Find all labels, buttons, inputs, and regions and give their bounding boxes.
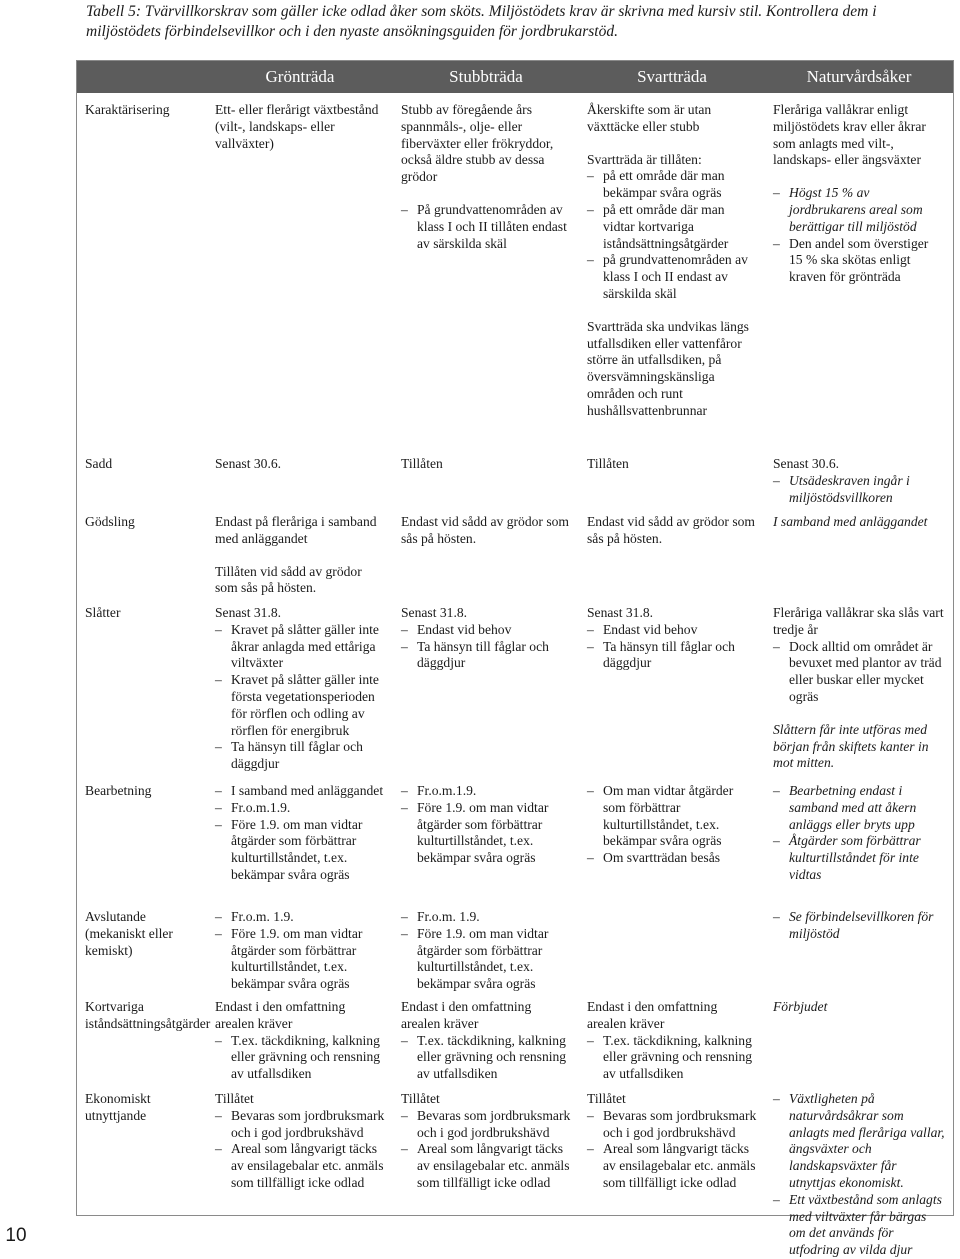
cell-text: Tillåtet — [587, 1091, 626, 1106]
dash-bullet-icon: – — [587, 252, 594, 268]
bullet-item — [587, 202, 757, 252]
table-row — [77, 605, 953, 773]
dash-bullet-icon: – — [773, 833, 780, 849]
dash-bullet-icon: – — [587, 783, 594, 798]
dash-bullet-icon: – — [587, 638, 594, 654]
bullet-item — [215, 817, 385, 884]
bullet-item — [401, 909, 571, 926]
bullet-item — [587, 622, 757, 639]
table-cell — [393, 456, 579, 506]
table-cell — [393, 909, 579, 993]
cell-text: Senast 31.8. — [587, 605, 654, 620]
table-cell — [393, 514, 579, 597]
bullet-text: Ta hänsyn till fåglar och däggdjur — [603, 638, 735, 671]
bullet-text: Endast vid behov — [417, 621, 512, 637]
cell-text: Svartträda är tillåten: — [587, 151, 702, 167]
dash-bullet-icon: – — [215, 816, 222, 832]
bullet-item — [587, 168, 757, 202]
bullet-item — [215, 739, 385, 773]
dash-bullet-icon: – — [401, 1107, 408, 1123]
dash-bullet-icon: – — [401, 925, 408, 941]
bullet-text: Dock alltid om området är bevuxet med plantor av träd eller buskar eller mycket ogräs — [789, 638, 942, 704]
dash-bullet-icon: – — [215, 925, 222, 941]
bullet-text: Fr.o.m. 1.9. — [231, 909, 294, 924]
table-cell — [765, 1091, 953, 1259]
bullet-text: Areal som långvarigt täcks av ensilagebalar etc. anmäls som tillfälligt icke odlad — [417, 1141, 570, 1190]
bullet-text: Före 1.9. om man vidtar åtgärder som förbättrar kulturtillståndet, t.ex. bekämpar svåra ogräs — [231, 925, 363, 992]
table-cell — [207, 909, 393, 993]
cell-text: Fleråriga vallåkrar enligt miljöstödets krav eller åkrar som anlagts med vilt-, landskaps- eller ängsväxter — [773, 102, 926, 168]
bullet-item — [773, 236, 945, 286]
table-cell — [207, 456, 393, 506]
cell-text: Senast 31.8. — [401, 605, 468, 620]
table-cell — [393, 999, 579, 1083]
cell-text: Svartträda ska undvikas längs utfallsdiken eller vattenfåror större än utfallsdiken, på översvämningskänsliga områden och runt hushållsvattenbrunnar — [587, 318, 749, 418]
bullet-text: T.ex. täckdikning, kalkning eller grävning och rensning av utfallsdiken — [231, 1032, 381, 1082]
table-cell — [579, 514, 765, 597]
dash-bullet-icon: – — [401, 621, 408, 637]
row-label: Bearbetning — [85, 783, 152, 798]
dash-bullet-icon: – — [215, 1032, 222, 1048]
bullet-item — [773, 783, 945, 833]
bullet-text: Fr.o.m.1.9. — [417, 783, 477, 798]
header-svarttrada: Svartträda — [637, 67, 707, 86]
dash-bullet-icon: – — [773, 638, 780, 654]
bullet-item — [401, 202, 571, 252]
cell-text: Senast 30.6. — [215, 456, 282, 471]
bullet-item — [401, 800, 571, 867]
table-cell — [207, 783, 393, 884]
bullet-item — [773, 1091, 945, 1192]
bullet-item — [401, 622, 571, 639]
dash-bullet-icon: – — [215, 621, 222, 637]
row-label: Kortvariga iståndsättningsåtgärder — [85, 999, 211, 1031]
table-row — [77, 999, 953, 1083]
bullet-item — [587, 639, 757, 673]
bullet-text: Bevaras som jordbruksmark och i god jordbrukshävd — [603, 1107, 757, 1140]
dash-bullet-icon: – — [773, 1091, 780, 1106]
table-cell — [579, 783, 765, 884]
dash-bullet-icon: – — [215, 1107, 222, 1123]
bullet-item — [401, 639, 571, 673]
table-row — [77, 102, 953, 420]
table-cell — [579, 1091, 765, 1259]
bullet-text: Växtligheten på naturvårdsåkrar som anlagts med fleråriga vallar, ängsväxter och landskapsväxter får utnyttjas ekonomiskt. — [789, 1091, 945, 1190]
row-label: Karaktärisering — [85, 102, 170, 117]
table-cell — [207, 605, 393, 773]
dash-bullet-icon: – — [401, 909, 408, 924]
bullet-text: på ett område där man vidtar kortvariga iståndsättningsåtgärder — [603, 201, 729, 251]
dash-bullet-icon: – — [401, 1141, 408, 1157]
bullet-item — [215, 1141, 385, 1191]
bullet-text: Kravet på slåtter gäller inte första vegetationsperioden för rörflen och odling av rörflen för energibruk — [231, 672, 379, 738]
cell-text: Senast 31.8. — [215, 605, 282, 620]
bullet-item — [215, 926, 385, 993]
table-cell — [579, 102, 765, 420]
dash-bullet-icon: – — [773, 185, 780, 201]
bullet-text: Ett växtbestånd som anlagts med viltväxter får bärgas om det används för utfodring av vilda djur — [789, 1191, 942, 1258]
dash-bullet-icon: – — [773, 1191, 780, 1207]
table-cell — [393, 783, 579, 884]
cell-text: Senast 30.6. — [773, 456, 840, 471]
table-caption: Tabell 5: Tvärvillkorskrav som gäller icke odlad åker som sköts. Miljöstödets krav är skrivna med kursiv stil. Kontrollera dem i miljöstödets förbindelsevillkor och i den nyaste ansökningsguiden för jordbrukarstöd. — [86, 3, 877, 40]
bullet-text: Före 1.9. om man vidtar åtgärder som förbättrar kulturtillståndet, t.ex. bekämpar svåra ogräs — [417, 925, 549, 992]
dash-bullet-icon: – — [215, 739, 222, 755]
dash-bullet-icon: – — [587, 850, 594, 866]
bullet-item — [773, 833, 945, 883]
dash-bullet-icon: – — [401, 783, 408, 798]
bullet-item — [215, 1033, 385, 1083]
cell-text: Åkerskifte som är utan växttäcke eller stubb — [587, 102, 712, 134]
bullet-item — [587, 1108, 757, 1142]
header-stubbtrada: Stubbträda — [449, 67, 523, 86]
cell-text: Endast i den omfattning arealen kräver — [401, 999, 532, 1031]
bullet-text: Fr.o.m.1.9. — [231, 799, 291, 815]
bullet-text: Om man vidtar åtgärder som förbättrar kulturtillståndet, t.ex. bekämpar svåra ogräs — [603, 783, 734, 849]
bullet-item — [401, 926, 571, 993]
bullet-text: På grundvattenområden av klass I och II tillåten endast av särskilda skäl — [417, 201, 567, 251]
cell-text: Stubb av föregående års spannmåls-, olje- eller fiberväxter eller frökryddor, också äldre stubb av dessa grödor — [401, 102, 554, 185]
table-cell — [207, 102, 393, 420]
bullet-item — [401, 1141, 571, 1191]
cell-text: Tillåten — [401, 456, 443, 471]
bullet-text: på ett område där man bekämpar svåra ogräs — [603, 168, 725, 201]
bullet-item — [587, 1033, 757, 1083]
bullet-item — [773, 473, 945, 507]
spacer — [587, 303, 757, 319]
table-cell — [393, 605, 579, 773]
dash-bullet-icon: – — [587, 1141, 594, 1157]
table-cell — [393, 102, 579, 420]
bullet-item — [215, 672, 385, 739]
cell-text: Tillåten vid sådd av grödor som sås på hösten. — [215, 563, 362, 596]
bullet-text: Ta hänsyn till fåglar och däggdjur — [231, 739, 363, 772]
table-cell — [765, 102, 953, 420]
header-naturvardsaker: Naturvårdsåker — [806, 67, 912, 86]
table-cell — [207, 1091, 393, 1259]
table-cell — [765, 605, 953, 773]
bullet-text: Se förbindelsevillkoren för miljöstöd — [789, 909, 934, 941]
bullet-text: Högst 15 % av jordbrukarens areal som berättigar till miljöstöd — [789, 185, 923, 234]
cell-text: Tillåten — [587, 456, 629, 471]
bullet-text: Den andel som överstiger 15 % ska skötas enligt kraven för grönträda — [789, 235, 929, 285]
dash-bullet-icon: – — [773, 783, 780, 798]
cell-text: Tillåtet — [215, 1091, 254, 1106]
bullet-text: Kravet på slåtter gäller inte åkrar anlagda med ettåriga viltväxter — [231, 621, 379, 671]
table-row — [77, 456, 953, 506]
bullet-item — [773, 185, 945, 235]
bullet-text: Bevaras som jordbruksmark och i god jordbrukshävd — [231, 1107, 385, 1140]
table-cell — [579, 909, 765, 993]
cell-text: Slåttern får inte utföras med början från skiftets kanter in mot mitten. — [773, 721, 929, 771]
cell-text: Endast vid sådd av grödor som sås på hösten. — [401, 514, 570, 546]
cell-text: I samband med anläggandet — [773, 514, 928, 529]
dash-bullet-icon: – — [215, 783, 222, 798]
dash-bullet-icon: – — [773, 472, 780, 488]
bullet-text: Ta hänsyn till fåglar och däggdjur — [417, 638, 549, 671]
cell-text: Ett- eller flerårigt växtbestånd (vilt-, landskaps- eller vallväxter) — [215, 102, 379, 151]
dash-bullet-icon: – — [401, 201, 408, 217]
table-cell — [393, 1091, 579, 1259]
dash-bullet-icon: – — [215, 672, 222, 688]
table-header-row — [77, 61, 953, 93]
cell-text: Endast i den omfattning arealen kräver — [215, 999, 346, 1031]
bullet-text: Fr.o.m. 1.9. — [417, 909, 480, 924]
bullet-item — [773, 639, 945, 706]
bullet-text: I samband med anläggandet — [231, 783, 384, 798]
bullet-text: Utsädeskraven ingår i miljöstödsvillkoren — [789, 472, 910, 505]
requirements-table — [76, 60, 954, 1258]
dash-bullet-icon: – — [587, 168, 594, 184]
dash-bullet-icon: – — [587, 1032, 594, 1048]
header-gronttrada: Grönträda — [265, 67, 335, 86]
dash-bullet-icon: – — [401, 638, 408, 654]
bullet-text: Före 1.9. om man vidtar åtgärder som förbättrar kulturtillståndet, t.ex. bekämpar svåra ogräs — [417, 799, 549, 866]
bullet-item — [215, 783, 385, 800]
spacer — [587, 136, 757, 152]
bullet-text: Före 1.9. om man vidtar åtgärder som förbättrar kulturtillståndet, t.ex. bekämpar svåra ogräs — [231, 816, 363, 882]
cell-text: Fleråriga vallåkrar ska slås vart tredje år — [773, 605, 944, 637]
table-row — [77, 1091, 953, 1259]
bullet-item — [401, 1108, 571, 1142]
dash-bullet-icon: – — [587, 621, 594, 637]
bullet-text: på grundvattenområden av klass I och II endast av särskilda skäl — [603, 252, 748, 301]
bullet-text: Bevaras som jordbruksmark och i god jordbrukshävd — [417, 1107, 571, 1140]
spacer — [401, 186, 571, 202]
bullet-text: T.ex. täckdikning, kalkning eller grävning och rensning av utfallsdiken — [603, 1032, 753, 1082]
cell-text: Förbjudet — [773, 999, 828, 1014]
page-number: 10 — [0, 1215, 32, 1257]
row-label: Ekonomiskt utnyttjande — [85, 1091, 151, 1123]
bullet-item — [401, 1033, 571, 1083]
table-row — [77, 783, 953, 884]
dash-bullet-icon: – — [773, 909, 780, 924]
dash-bullet-icon: – — [773, 235, 780, 251]
bullet-item — [587, 783, 757, 850]
row-label: Slåtter — [85, 605, 121, 620]
table-cell — [579, 999, 765, 1083]
table-cell — [765, 999, 953, 1083]
bullet-item — [215, 909, 385, 926]
bullet-item — [215, 1108, 385, 1142]
bullet-item — [587, 252, 757, 302]
dash-bullet-icon: – — [401, 1032, 408, 1048]
bullet-item — [587, 850, 757, 867]
cell-text: Endast vid sådd av grödor som sås på hösten. — [587, 514, 756, 546]
bullet-item — [773, 1192, 945, 1259]
bullet-text: Bearbetning endast i samband med att åkern anläggs eller bryts upp — [789, 783, 917, 832]
table-cell — [207, 999, 393, 1083]
bullet-item — [587, 1141, 757, 1191]
dash-bullet-icon: – — [587, 201, 594, 217]
row-label: Sadd — [85, 456, 113, 471]
dash-bullet-icon: – — [215, 799, 222, 815]
bullet-text: Areal som långvarigt täcks av ensilagebalar etc. anmäls som tillfälligt icke odlad — [231, 1141, 384, 1190]
bullet-text: Åtgärder som förbättrar kulturtillståndet för inte vidtas — [789, 833, 921, 882]
row-label: Avslutande (mekaniskt eller kemiskt) — [85, 909, 173, 958]
table-cell — [207, 514, 393, 597]
cell-text: Tillåtet — [401, 1091, 440, 1106]
dash-bullet-icon: – — [215, 1141, 222, 1157]
table-cell — [579, 605, 765, 773]
table-cell — [765, 456, 953, 506]
bullet-text: Areal som långvarigt täcks av ensilagebalar etc. anmäls som tillfälligt icke odlad — [603, 1141, 756, 1190]
cell-text: Endast i den omfattning arealen kräver — [587, 999, 718, 1031]
table-cell — [765, 783, 953, 884]
bullet-text: T.ex. täckdikning, kalkning eller grävning och rensning av utfallsdiken — [417, 1032, 567, 1082]
dash-bullet-icon: – — [401, 799, 408, 815]
table-cell — [765, 514, 953, 597]
spacer — [773, 169, 945, 185]
bullet-text: Endast vid behov — [603, 621, 698, 637]
table-cell — [765, 909, 953, 993]
cell-text: Endast på fleråriga i samband med anläggandet — [215, 514, 377, 546]
spacer — [773, 706, 945, 722]
row-label: Gödsling — [85, 514, 135, 529]
spacer — [215, 548, 385, 564]
dash-bullet-icon: – — [215, 909, 222, 924]
bullet-text: Om svartträdan besås — [603, 850, 721, 866]
table-cell — [579, 456, 765, 506]
bullet-item — [215, 622, 385, 672]
bullet-item — [215, 800, 385, 817]
dash-bullet-icon: – — [587, 1107, 594, 1123]
table-row — [77, 514, 953, 597]
table-row — [77, 909, 953, 993]
bullet-item — [773, 909, 945, 943]
bullet-item — [401, 783, 571, 800]
